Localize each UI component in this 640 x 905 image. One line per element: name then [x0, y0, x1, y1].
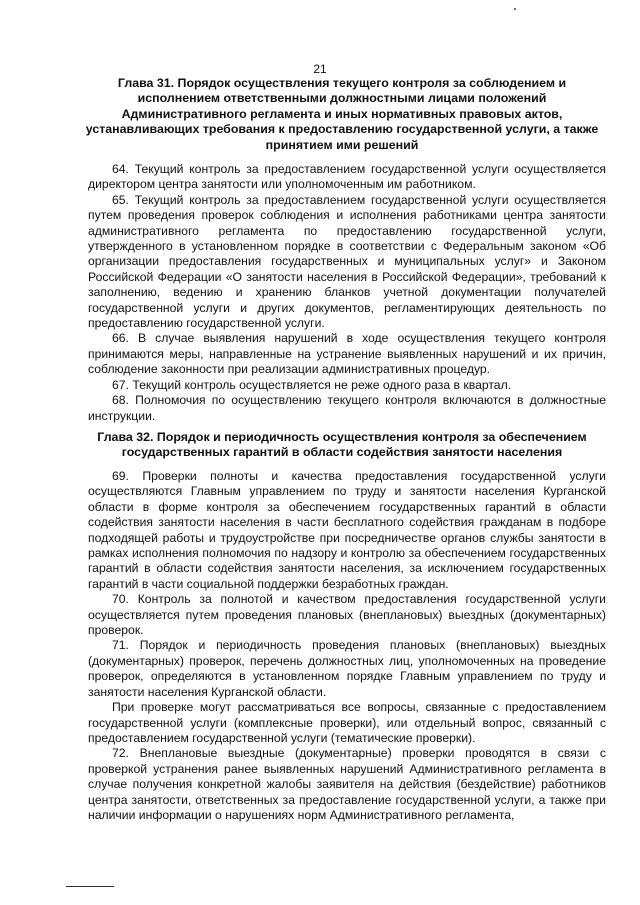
- paragraph-71: 71. Порядок и периодичность проведения плановых (внеплановых) выездных (документарных) проверок, перечень должностных лиц, уполномоченных на проведение проверок, определяются в установленном порядке Главным управлением по труду и занятости населения Курганской области.: [88, 638, 606, 699]
- paragraph-67: 67. Текущий контроль осуществляется не реже одного раза в квартал.: [112, 377, 512, 392]
- chapter-31-body: [88, 162, 606, 424]
- page-number: 21: [313, 62, 327, 76]
- chapter-32-body: [88, 469, 606, 823]
- footnote-separator: [66, 886, 114, 887]
- paragraph-69: 69. Проверки полноты и качества предоставления государственной услуги осуществляются Главным управлением по труду и занятости населения Курганской области в форме контроля за обеспечением государственных гарантий в области содействия занятости населения в части бесплатного содействия гражданам в подборе подходящей работы и трудоустройстве при посредничестве органов службы занятости в рамках исполнения полномочия по надзору и контролю за обеспечением государственных гарантий в области содействия занятости населения, за исключением государственных гарантий в части социальной поддержки безработных граждан.: [88, 469, 606, 591]
- chapter-31-title: Глава 31. Порядок осуществления текущего контроля за соблюдением и исполнением ответственными должностными лицами положений Административного регламента и иных нормативных правовых актов, устанавливающих требования к предоставлению государственной услуги, а также принятием ими решений: [85, 76, 599, 152]
- paragraph-65: 65. Текущий контроль за предоставлением государственной услуги осуществляется путем проведения проверок соблюдения и исполнения работниками центра занятости административного регламента по предоставлению государственной услуги, утвержденного в установленном порядке в соответствии с Федеральным законом «Об организации предоставления государственных и муниципальных услуг» и Законом Российской Федерации «О занятости населения в Российской Федерации», требований к заполнению, ведению и хранению бланков учетной документации получателей государственной услуги и других документов, регламентирующих деятельность по предоставлению государственной услуги.: [88, 192, 606, 331]
- chapter-32-title: Глава 32. Порядок и периодичность осуществления контроля за обеспечением государственных гарантий в области содействия занятости населения: [97, 430, 587, 460]
- paragraph-70: 70. Контроль за полнотой и качеством предоставления государственной услуги осуществляется путем проведения плановых (внеплановых) выездных (документарных) проверок.: [88, 592, 606, 638]
- paragraph-71-continued: При проверке могут рассматриваться все вопросы, связанные с предоставлением государственной услуги (комплексные проверки), или отдельный вопрос, связанный с предоставлением государственной услуги (тематические проверки).: [88, 700, 606, 745]
- paragraph-64: 64. Текущий контроль за предоставлением государственной услуги осуществляется директором центра занятости или уполномоченным им работником.: [88, 162, 606, 192]
- scan-speck: [514, 8, 516, 10]
- paragraph-72: 72. Внеплановые выездные (документарные) проверки проводятся в связи с проверкой устранения ранее выявленных нарушений Административного регламента в случае получения конкретной жалобы заявителя на действия (бездействие) работников центра занятости, ответственных за предоставление государственной услуги, а также при наличии информации о нарушениях норм Административного регламента,: [88, 746, 606, 822]
- paragraph-66: 66. В случае выявления нарушений в ходе осуществления текущего контроля принимаются меры, направленные на устранение выявленных нарушений и их причин, соблюдение законности при реализации административных процедур.: [88, 331, 606, 377]
- paragraph-68: 68. Полномочия по осуществлению текущего контроля включаются в должностные инструкции.: [88, 393, 606, 423]
